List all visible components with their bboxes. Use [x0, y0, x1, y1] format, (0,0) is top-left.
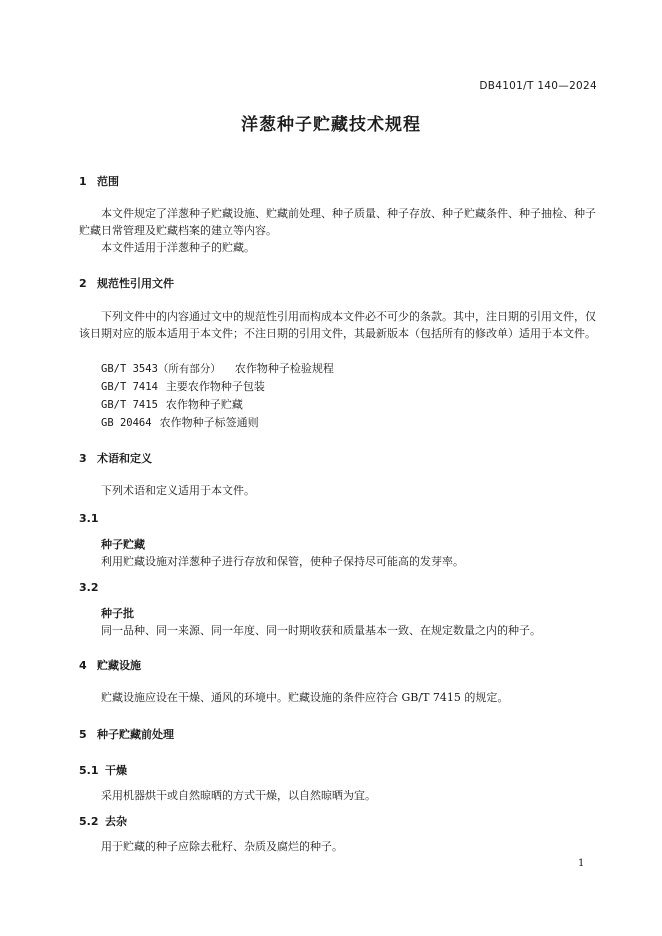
section-title: 贮藏设施 — [97, 659, 141, 672]
subsection-5-1-paragraph: 采用机器烘干或自然晾晒的方式干燥，以自然晾晒为宜。 — [101, 789, 376, 802]
reference-item — [101, 396, 243, 412]
reference-name: 农作物种子贮藏 — [165, 398, 243, 411]
subsection-5-1-heading — [79, 762, 127, 778]
subsection-5-2-heading — [79, 813, 127, 829]
section-title: 种子贮藏前处理 — [97, 728, 174, 741]
reference-code: GB 20464 — [101, 417, 152, 429]
reference-code: GB/T 3543（所有部分） — [101, 363, 221, 375]
subsection-title: 去杂 — [105, 815, 127, 828]
section-1-heading — [79, 173, 119, 189]
section-number: 1 — [79, 175, 87, 188]
reference-name: 农作物种子检验规程 — [234, 362, 334, 375]
reference-item — [101, 360, 334, 376]
section-2-paragraph-1: 下列文件中的内容通过文中的规范性引用而构成本文件必不可少的条款。其中，注日期的引用文件，仅该日期对应的版本适用于本文件；不注日期的引用文件，其最新版本（包括所有的修改单）适用于本文件。 — [79, 310, 596, 340]
reference-item — [101, 378, 265, 394]
section-1-paragraph-1: 本文件规定了洋葱种子贮藏设施、贮藏前处理、种子质量、种子存放、种子贮藏条件、种子抽检、种子贮藏日常管理及贮藏档案的建立等内容。 — [79, 207, 596, 237]
section-2-heading — [79, 275, 174, 291]
reference-name: 农作物种子标签通则 — [159, 416, 259, 429]
reference-code: GB/T 7415 — [101, 399, 158, 411]
term-3-1-name: 种子贮藏 — [101, 538, 145, 551]
section-number: 4 — [79, 659, 87, 672]
reference-name: 主要农作物种子包装 — [165, 380, 265, 393]
document-title: 洋葱种子贮藏技术规程 — [241, 115, 421, 135]
term-3-2-name: 种子批 — [101, 607, 134, 620]
section-4-paragraph-1: 贮藏设施应设在干燥、通风的环境中。贮藏设施的条件应符合 GB/T 7415 的规定。 — [101, 691, 509, 704]
section-title: 范围 — [97, 175, 119, 188]
section-1-paragraph-2: 本文件适用于洋葱种子的贮藏。 — [101, 241, 255, 254]
document-number: DB4101/T 140—2024 — [479, 80, 597, 92]
term-3-1-definition: 利用贮藏设施对洋葱种子进行存放和保管，使种子保持尽可能高的发芽率。 — [101, 555, 464, 568]
term-3-2-definition: 同一品种、同一来源、同一年度、同一时期收获和质量基本一致、在规定数量之内的种子。 — [101, 624, 541, 637]
section-title: 术语和定义 — [97, 452, 152, 465]
section-number: 5 — [79, 728, 87, 741]
section-number: 2 — [79, 277, 87, 290]
page-number: 1 — [578, 858, 585, 869]
section-3-paragraph-1: 下列术语和定义适用于本文件。 — [101, 484, 255, 497]
term-3-2-number: 3.2 — [79, 581, 99, 594]
subsection-title: 干燥 — [105, 764, 127, 777]
section-title: 规范性引用文件 — [97, 277, 174, 290]
reference-code: GB/T 7414 — [101, 381, 158, 393]
section-4-heading — [79, 657, 141, 673]
reference-item — [101, 414, 259, 430]
subsection-number: 5.2 — [79, 815, 99, 828]
section-number: 3 — [79, 452, 87, 465]
term-3-1-number: 3.1 — [79, 512, 99, 525]
subsection-number: 5.1 — [79, 764, 99, 777]
section-3-heading — [79, 450, 152, 466]
subsection-5-2-paragraph: 用于贮藏的种子应除去秕籽、杂质及腐烂的种子。 — [101, 840, 343, 853]
section-5-heading — [79, 726, 174, 742]
